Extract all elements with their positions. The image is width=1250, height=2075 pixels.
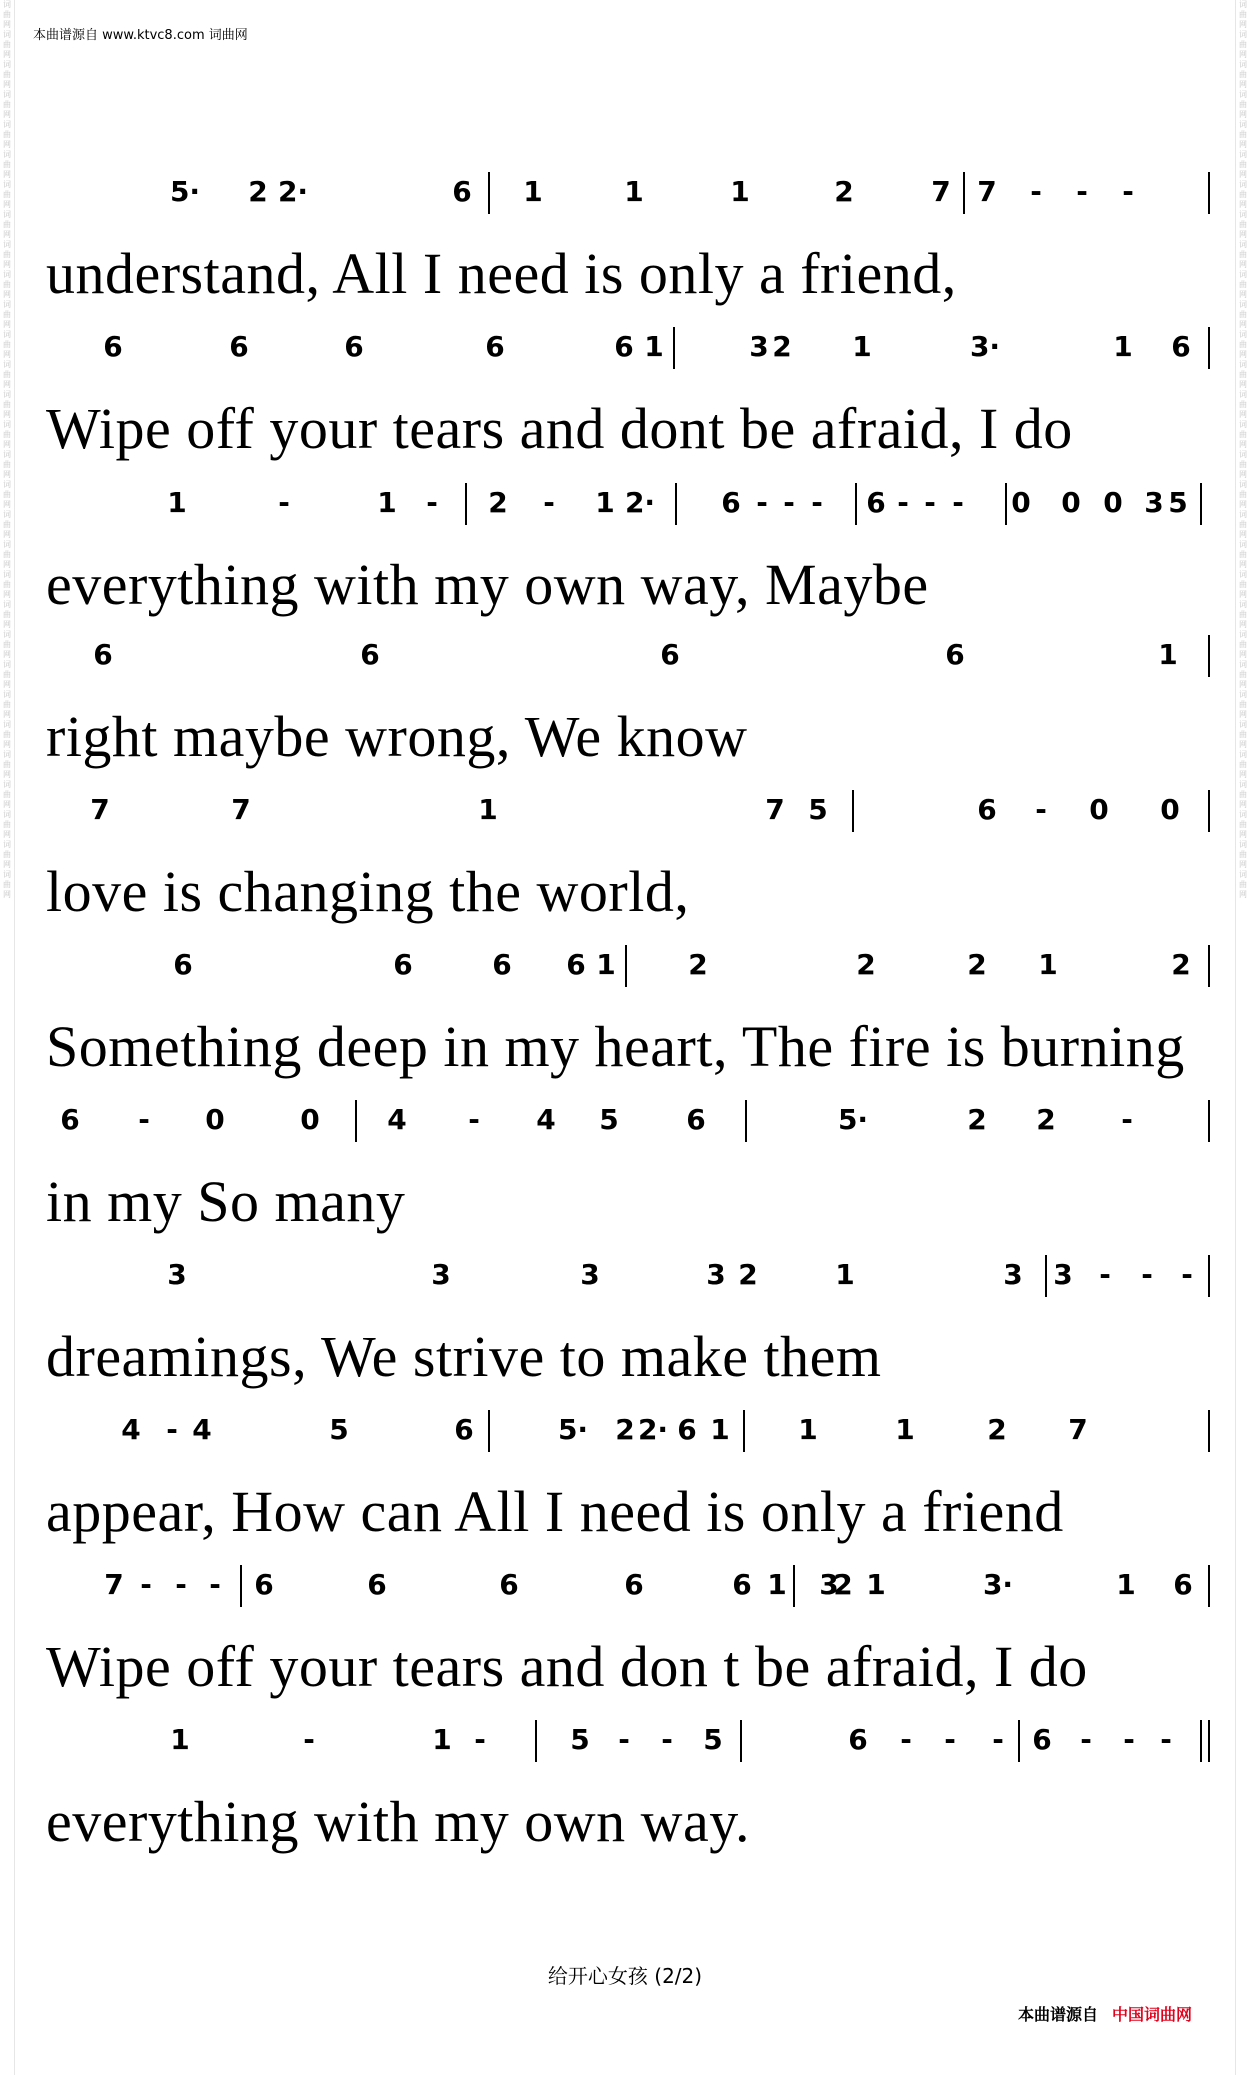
jianpu-note: - bbox=[278, 486, 290, 519]
jianpu-note: 2 bbox=[738, 1258, 758, 1291]
jianpu-note: 1 bbox=[432, 1723, 452, 1756]
jianpu-note: 6 bbox=[103, 330, 123, 363]
jianpu-note: 6 bbox=[686, 1103, 706, 1136]
bar-line bbox=[1208, 1720, 1210, 1762]
jianpu-note: 3 bbox=[1053, 1258, 1073, 1291]
bar-line bbox=[793, 1565, 795, 1607]
jianpu-note: 6 bbox=[677, 1413, 697, 1446]
jianpu-note: 1 bbox=[596, 948, 616, 981]
jianpu-note: - bbox=[426, 486, 438, 519]
page-title: 给开心女孩 (2/2) bbox=[547, 1964, 703, 1988]
jianpu-note: 1 bbox=[835, 1258, 855, 1291]
jianpu-note: 1 bbox=[523, 175, 543, 208]
lyric-line: dreamings, We strive to make them bbox=[46, 1324, 882, 1389]
jianpu-note: 3 bbox=[167, 1258, 187, 1291]
jianpu-note: - bbox=[1122, 175, 1134, 208]
bar-line bbox=[1208, 945, 1210, 987]
jianpu-note: - bbox=[944, 1723, 956, 1756]
jianpu-note: 4 bbox=[121, 1413, 141, 1446]
jianpu-note: 2· bbox=[277, 175, 309, 208]
jianpu-note: 6 bbox=[977, 793, 997, 826]
bar-line bbox=[1208, 1255, 1210, 1297]
jianpu-note: 2 bbox=[833, 1568, 853, 1601]
bar-line bbox=[675, 483, 677, 525]
jianpu-note: 3 bbox=[431, 1258, 451, 1291]
jianpu-note: 3 bbox=[1003, 1258, 1023, 1291]
source-footer bbox=[1018, 2002, 1192, 2025]
jianpu-note: 1 bbox=[866, 1568, 886, 1601]
jianpu-note: - bbox=[1080, 1723, 1092, 1756]
jianpu-note: 6 bbox=[393, 948, 413, 981]
bar-line bbox=[1005, 483, 1007, 525]
jianpu-note: 0 bbox=[1089, 793, 1109, 826]
bar-line bbox=[240, 1565, 242, 1607]
jianpu-note: 5 bbox=[808, 793, 828, 826]
jianpu-note: - bbox=[1123, 1723, 1135, 1756]
jianpu-note: 3 bbox=[749, 330, 769, 363]
jianpu-note: 5 bbox=[329, 1413, 349, 1446]
jianpu-note: - bbox=[175, 1568, 187, 1601]
jianpu-note: 6 bbox=[499, 1568, 519, 1601]
jianpu-note: 1 bbox=[377, 486, 397, 519]
jianpu-note: - bbox=[618, 1723, 630, 1756]
jianpu-note: 1 bbox=[624, 175, 644, 208]
source-site: 中国词曲网 bbox=[1112, 2005, 1193, 2024]
jianpu-note: 6 bbox=[721, 486, 741, 519]
jianpu-note: - bbox=[1160, 1723, 1172, 1756]
source-header: 本曲谱源自 www.ktvc8.com 词曲网 bbox=[33, 28, 248, 43]
jianpu-note: 1 bbox=[1113, 330, 1133, 363]
jianpu-note: 7 bbox=[931, 175, 951, 208]
jianpu-note: - bbox=[1076, 175, 1088, 208]
bar-line bbox=[673, 327, 675, 369]
jianpu-note: 2 bbox=[772, 330, 792, 363]
bar-line bbox=[535, 1720, 537, 1762]
bar-line bbox=[355, 1100, 357, 1142]
jianpu-note: 6 bbox=[660, 638, 680, 671]
jianpu-note: 7 bbox=[1068, 1413, 1088, 1446]
jianpu-note: 1 bbox=[730, 175, 750, 208]
jianpu-note: 2· bbox=[637, 1413, 669, 1446]
jianpu-note: 1 bbox=[1038, 948, 1058, 981]
jianpu-note: 3 bbox=[580, 1258, 600, 1291]
jianpu-note: 6 bbox=[229, 330, 249, 363]
jianpu-note: 5 bbox=[570, 1723, 590, 1756]
source-label: 本曲谱源自 bbox=[1018, 2005, 1099, 2024]
bar-line bbox=[1208, 327, 1210, 369]
jianpu-note: - bbox=[1181, 1258, 1193, 1291]
jianpu-note: 1 bbox=[1116, 1568, 1136, 1601]
jianpu-note: 1 bbox=[167, 486, 187, 519]
jianpu-note: 6 bbox=[485, 330, 505, 363]
jianpu-note: 3· bbox=[969, 330, 1001, 363]
jianpu-note: 2 bbox=[856, 948, 876, 981]
bar-line bbox=[852, 790, 854, 832]
lyric-line: Something deep in my heart, The fire is burning bbox=[46, 1014, 1185, 1079]
jianpu-note: 1 bbox=[170, 1723, 190, 1756]
jianpu-note: 1 bbox=[478, 793, 498, 826]
jianpu-note: 6 bbox=[492, 948, 512, 981]
jianpu-note: 0 bbox=[300, 1103, 320, 1136]
jianpu-note: 7 bbox=[90, 793, 110, 826]
jianpu-note: 4 bbox=[192, 1413, 212, 1446]
jianpu-note: 7 bbox=[231, 793, 251, 826]
lyric-line: understand, All I need is only a friend, bbox=[46, 241, 957, 306]
jianpu-note: - bbox=[811, 486, 823, 519]
jianpu-note: - bbox=[166, 1413, 178, 1446]
jianpu-note: 2 bbox=[967, 1103, 987, 1136]
jianpu-note: - bbox=[543, 486, 555, 519]
jianpu-note: 6 bbox=[848, 1723, 868, 1756]
jianpu-note: - bbox=[756, 486, 768, 519]
bar-line bbox=[740, 1720, 742, 1762]
bar-line bbox=[1208, 790, 1210, 832]
jianpu-note: 6 bbox=[1173, 1568, 1193, 1601]
jianpu-note: 1 bbox=[595, 486, 615, 519]
bar-line bbox=[1208, 1100, 1210, 1142]
jianpu-note: 5· bbox=[169, 175, 201, 208]
jianpu-note: 6 bbox=[173, 948, 193, 981]
bar-line bbox=[1045, 1255, 1047, 1297]
jianpu-note: - bbox=[1099, 1258, 1111, 1291]
jianpu-note: 2 bbox=[1036, 1103, 1056, 1136]
jianpu-note: - bbox=[468, 1103, 480, 1136]
lyric-line: Wipe off your tears and don t be afraid, I do bbox=[46, 1634, 1088, 1699]
jianpu-note: 6 bbox=[93, 638, 113, 671]
jianpu-note: 1 bbox=[852, 330, 872, 363]
jianpu-note: 6 bbox=[614, 330, 634, 363]
jianpu-note: 2 bbox=[834, 175, 854, 208]
jianpu-note: - bbox=[303, 1723, 315, 1756]
jianpu-note: - bbox=[1121, 1103, 1133, 1136]
right-edge-watermark: 词曲网词曲网词曲网词曲网词曲网词曲网词曲网词曲网词曲网词曲网词曲网词曲网词曲网词曲网词曲网词曲网词曲网词曲网词曲网词曲网词曲网词曲网词曲网词曲网词曲网词曲网词曲网词曲网词曲网词曲网 bbox=[1235, 0, 1250, 2075]
jianpu-note: 6 bbox=[452, 175, 472, 208]
bar-line bbox=[963, 172, 965, 214]
jianpu-note: 6 bbox=[732, 1568, 752, 1601]
jianpu-note: 6 bbox=[945, 638, 965, 671]
jianpu-note: - bbox=[783, 486, 795, 519]
jianpu-note: - bbox=[140, 1568, 152, 1601]
jianpu-note: 7 bbox=[104, 1568, 124, 1601]
jianpu-note: 3· bbox=[982, 1568, 1014, 1601]
lyric-line: everything with my own way, Maybe bbox=[46, 552, 929, 617]
jianpu-note: 5 bbox=[599, 1103, 619, 1136]
jianpu-note: - bbox=[661, 1723, 673, 1756]
jianpu-note: 5· bbox=[837, 1103, 869, 1136]
jianpu-note: 3 bbox=[706, 1258, 726, 1291]
jianpu-note: 7 bbox=[765, 793, 785, 826]
jianpu-note: - bbox=[474, 1723, 486, 1756]
bar-line bbox=[855, 483, 857, 525]
lyric-line: in my So many bbox=[46, 1169, 406, 1234]
jianpu-note: - bbox=[952, 486, 964, 519]
jianpu-note: - bbox=[209, 1568, 221, 1601]
jianpu-note: 2 bbox=[1171, 948, 1191, 981]
lyric-line: Wipe off your tears and dont be afraid, I do bbox=[46, 396, 1073, 461]
jianpu-note: 1 bbox=[895, 1413, 915, 1446]
jianpu-note: 1 bbox=[644, 330, 664, 363]
jianpu-note: - bbox=[1141, 1258, 1153, 1291]
jianpu-note: 6 bbox=[866, 486, 886, 519]
jianpu-note: 6 bbox=[344, 330, 364, 363]
jianpu-note: 2 bbox=[488, 486, 508, 519]
jianpu-note: 2· bbox=[624, 486, 656, 519]
bar-line bbox=[745, 1100, 747, 1142]
left-edge-watermark: 词曲网词曲网词曲网词曲网词曲网词曲网词曲网词曲网词曲网词曲网词曲网词曲网词曲网词曲网词曲网词曲网词曲网词曲网词曲网词曲网词曲网词曲网词曲网词曲网词曲网词曲网词曲网词曲网词曲网词曲网 bbox=[0, 0, 15, 2075]
jianpu-note: 5 bbox=[703, 1723, 723, 1756]
jianpu-note: 6 bbox=[624, 1568, 644, 1601]
jianpu-note: 2 bbox=[987, 1413, 1007, 1446]
bar-line bbox=[1208, 1410, 1210, 1452]
jianpu-note: 2 bbox=[248, 175, 268, 208]
bar-line bbox=[625, 945, 627, 987]
lyric-line: everything with my own way. bbox=[46, 1789, 751, 1854]
lyric-line: right maybe wrong, We know bbox=[46, 704, 748, 769]
jianpu-note: 2 bbox=[688, 948, 708, 981]
jianpu-note: 2 bbox=[615, 1413, 635, 1446]
lyric-line: love is changing the world, bbox=[46, 859, 690, 924]
jianpu-note: 5· bbox=[557, 1413, 589, 1446]
jianpu-note: 2 bbox=[967, 948, 987, 981]
jianpu-note: 5 bbox=[1168, 486, 1188, 519]
bar-line bbox=[1208, 1565, 1210, 1607]
jianpu-note: 4 bbox=[387, 1103, 407, 1136]
jianpu-note: 6 bbox=[1171, 330, 1191, 363]
bar-line bbox=[1200, 483, 1202, 525]
jianpu-note: - bbox=[992, 1723, 1004, 1756]
jianpu-note: 6 bbox=[360, 638, 380, 671]
jianpu-note: - bbox=[897, 486, 909, 519]
jianpu-note: 6 bbox=[367, 1568, 387, 1601]
bar-line bbox=[488, 172, 490, 214]
jianpu-note: 0 bbox=[1160, 793, 1180, 826]
jianpu-note: 0 bbox=[1103, 486, 1123, 519]
jianpu-note: 6 bbox=[566, 948, 586, 981]
jianpu-note: 3 bbox=[819, 1568, 839, 1601]
jianpu-note: - bbox=[900, 1723, 912, 1756]
jianpu-note: - bbox=[1035, 793, 1047, 826]
jianpu-note: 0 bbox=[1061, 486, 1081, 519]
jianpu-note: - bbox=[1030, 175, 1042, 208]
jianpu-note: 3 bbox=[1144, 486, 1164, 519]
bar-line bbox=[1208, 635, 1210, 677]
jianpu-note: 1 bbox=[710, 1413, 730, 1446]
bar-line bbox=[488, 1410, 490, 1452]
jianpu-note: 7 bbox=[977, 175, 997, 208]
jianpu-note: 1 bbox=[798, 1413, 818, 1446]
jianpu-note: 6 bbox=[454, 1413, 474, 1446]
jianpu-note: 1 bbox=[1158, 638, 1178, 671]
bar-line bbox=[1018, 1720, 1020, 1762]
bar-line bbox=[465, 483, 467, 525]
jianpu-note: 4 bbox=[536, 1103, 556, 1136]
jianpu-note: 1 bbox=[767, 1568, 787, 1601]
jianpu-note: 6 bbox=[254, 1568, 274, 1601]
jianpu-note: 0 bbox=[1011, 486, 1031, 519]
lyric-line: appear, How can All I need is only a friend bbox=[46, 1479, 1064, 1544]
bar-line bbox=[1200, 1720, 1202, 1762]
bar-line bbox=[1208, 172, 1210, 214]
jianpu-note: - bbox=[924, 486, 936, 519]
jianpu-note: 6 bbox=[60, 1103, 80, 1136]
bar-line bbox=[743, 1410, 745, 1452]
jianpu-note: - bbox=[138, 1103, 150, 1136]
jianpu-note: 0 bbox=[205, 1103, 225, 1136]
jianpu-note: 6 bbox=[1032, 1723, 1052, 1756]
